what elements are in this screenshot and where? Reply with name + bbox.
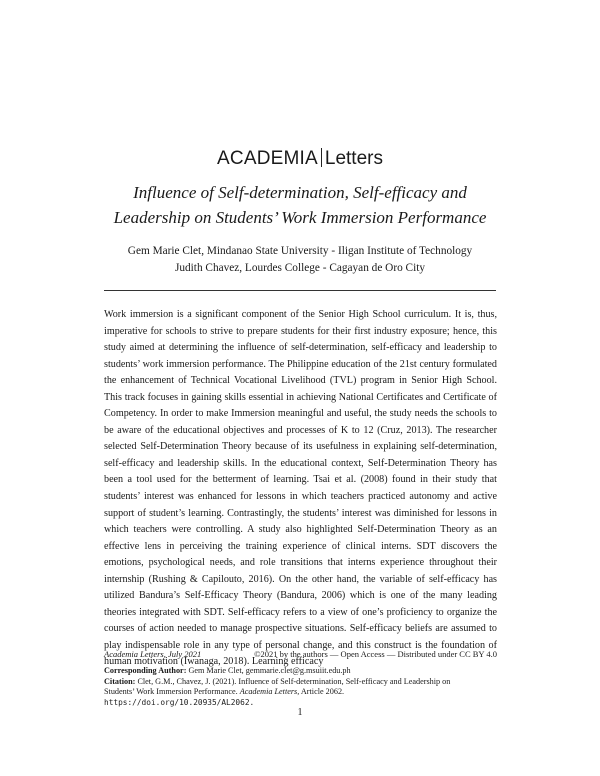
footer-citation-block: [104, 666, 504, 708]
journal-date: Academia Letters, July 2021: [104, 649, 202, 659]
article-title: [0, 180, 600, 230]
brand-series: Letters: [324, 148, 383, 169]
citation-label: Citation:: [104, 676, 136, 686]
author-line-2: Judith Chavez, Lourdes College - Cagayan de Oro City: [174, 262, 426, 274]
citation-line-2: [104, 687, 504, 698]
corresponding-author: [104, 666, 504, 677]
citation-line-1: [104, 677, 504, 688]
citation-text-1: Clet, G.M., Chavez, J. (2021). Influence of Self-determination, Self-efficacy and Leadership on: [137, 676, 451, 686]
page-number: 1: [297, 707, 303, 718]
header-rule: [104, 290, 496, 291]
author-block: [0, 243, 600, 277]
journal-brand: [0, 147, 600, 171]
body-paragraph: Work immersion is a significant component of the Senior High School curriculum. It is, thus, imperative for schools to strive to prepare students for their first industry exposure; hence, this study aimed at determining the influence of self-determination, self-efficacy and leadership to students’ work immersion performance. The Philippine education of the 21st century formulated the enhancement of Technical Vocational Livelihood (TVL) program in Senior High School. This track focuses in gaining skills essential in achieving National Certificates and Certificate of Competency. In order to make Immersion meaningful and useful, the study needs the schools to be aware of the educational objectives and processes of K to 12 (Cruz, 2013). The researcher selected Self-Determination Theory because of its usefulness in explaining self-determination, self-efficacy and leadership skills. In the educational context, Self-Determination Theory has been a tool used for the betterment of learning. Tsai et al. (2008) found in their study that students’ interest was enhanced for lessons in which teachers practiced autonomy and active support of student’s learning. Contrastingly, the students’ interest was diminished for lessons in which teachers were controlling. A study also highlighted Self-Determination Theory as an effective lens in perceiving the training experience of clinical interns. SDT discovers the emotions, psychological needs, and role transitions that interns experience throughout their internship (Rushing & Capilouto, 2016). On the other hand, the variable of self-efficacy has utilized Bandura’s Self-Efficacy Theory (Bandura, 2006) which is one of the many leading theories integrated with SDT. Self-efficacy refers to a view of one’s proficiency to organize the courses of action needed to manage prospective situations. Self-efficacy beliefs are assumed to play indispensable role in any type of personal change, and this construct is the foundation of human motivation (Iwanaga, 2018). Learning efficacy: [104, 309, 497, 668]
license-text: ©2021 by the authors — Open Access — Distributed under CC BY 4.0: [254, 649, 497, 659]
corresponding-author-label: Corresponding Author:: [104, 666, 187, 675]
article-title-line-1: Influence of Self-determination, Self-efficacy and: [133, 183, 467, 202]
brand-name: ACADEMIA: [217, 148, 318, 169]
citation-article: Article 2062.: [300, 687, 345, 697]
citation-journal: Academia Letters,: [239, 687, 300, 697]
article-title-line-2: Leadership on Students’ Work Immersion Performance: [113, 208, 487, 227]
author-line-1: Gem Marie Clet, Mindanao State University - Iligan Institute of Technology: [127, 245, 473, 257]
brand-divider: [321, 148, 322, 167]
citation-text-2: Students’ Work Immersion Performance.: [104, 687, 238, 697]
footer-meta: [104, 647, 497, 661]
doi-link[interactable]: https://doi.org/10.20935/AL2062.: [104, 697, 255, 707]
corresponding-author-value: Gem Marie Clet, gemmarie.clet@g.msuiit.edu.ph: [188, 666, 351, 675]
